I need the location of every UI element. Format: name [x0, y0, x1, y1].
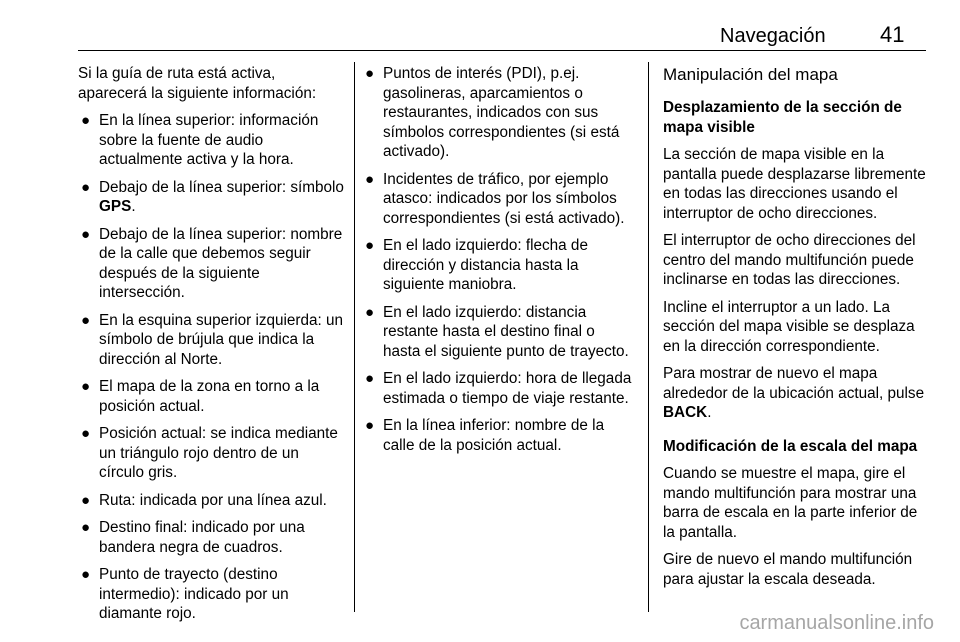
list-item-text: Debajo de la línea superior: nombre de la calle que debemos seguir después de la siguiente intersección. [99, 225, 343, 301]
header-title: Navegación [720, 25, 826, 47]
paragraph: Incline el interruptor a un lado. La sección del mapa visible se desplaza en la dirección correspondiente. [663, 298, 915, 355]
paragraph [663, 364, 928, 423]
header-rule [78, 50, 926, 51]
bullet-icon: ● [365, 170, 375, 188]
paragraph: Gire de nuevo el mando multifunción para ajustar la escala deseada. [663, 551, 913, 588]
column-2 [362, 64, 636, 463]
list-item-text: . [131, 198, 136, 215]
gps-label: GPS [99, 198, 132, 215]
list-item [362, 303, 636, 362]
intro-paragraph: Si la guía de ruta está activa, aparecerá la siguiente información: [78, 65, 317, 102]
subheading-scale: Modificación de la escala del mapa [663, 437, 918, 455]
list-item [78, 491, 348, 511]
bullet-icon: ● [81, 425, 91, 442]
list-item-text: En el lado izquierdo: hora de llegada estimada o tiempo de viaje restante. [383, 370, 632, 407]
list-item-text: En la línea inferior: nombre de la calle de la posición actual. [383, 417, 605, 454]
info-list [78, 111, 348, 624]
watermark: carmanualsonline.info [739, 612, 934, 634]
list-item-text: En la línea superior: información sobre la fuente de audio actualmente activa y la hora. [99, 112, 319, 168]
bullet-icon: ● [81, 178, 91, 196]
list-item-text: Incidentes de tráfico, por ejemplo atasco: indicados por los símbolos correspondientes (si está activado). [383, 170, 625, 227]
list-item [78, 565, 348, 624]
column-1 [78, 64, 348, 632]
paragraph: La sección de mapa visible en la pantalla puede desplazarse libremente en todas las direcciones usando el interruptor de ocho direcciones. [663, 146, 926, 222]
list-item [362, 369, 636, 408]
section-title: Manipulación del mapa [663, 65, 838, 84]
paragraph: El interruptor de ocho direcciones del centro del mando multifunción puede inclinarse en todas las direcciones. [663, 232, 916, 288]
list-item-text: Puntos de interés (PDI), p.ej. gasolineras, aparcamientos o restaurantes, indicados con sus símbolos correspondientes (si está activado). [383, 65, 620, 160]
list-item-text: En el lado izquierdo: flecha de dirección y distancia hasta la siguiente maniobra. [383, 237, 588, 293]
column-divider-1 [354, 62, 355, 612]
column-3 [663, 64, 928, 597]
page-number: 41 [880, 22, 905, 47]
list-item-text: El mapa de la zona en torno a la posición actual. [99, 378, 320, 415]
paragraph-text: . [707, 404, 712, 421]
paragraph: Cuando se muestre el mapa, gire el mando multifunción para mostrar una barra de escala en la parte inferior de la pantalla. [663, 465, 918, 541]
list-item-text: Punto de trayecto (destino intermedio): indicado por un diamante rojo. [99, 566, 289, 622]
bullet-icon: ● [81, 378, 91, 395]
bullet-icon: ● [81, 566, 91, 583]
list-item [78, 225, 348, 303]
list-item [78, 518, 348, 557]
subheading-scroll: Desplazamiento de la sección de mapa visible [663, 99, 902, 136]
list-item [362, 416, 636, 455]
list-item [362, 64, 636, 162]
bullet-icon: ● [81, 311, 91, 329]
bullet-icon: ● [81, 519, 91, 536]
list-item [78, 311, 348, 370]
list-item-text: En el lado izquierdo: distancia restante hasta el destino final o hasta el siguiente punto de trayecto. [383, 303, 629, 360]
bullet-icon: ● [365, 370, 375, 387]
bullet-icon: ● [81, 491, 91, 509]
bullet-icon: ● [365, 303, 375, 321]
list-item [78, 377, 348, 416]
list-item-text: Posición actual: se indica mediante un triángulo rojo dentro de un círculo gris. [99, 425, 338, 481]
list-item [78, 178, 348, 217]
bullet-icon: ● [365, 417, 375, 434]
list-item-text: Destino final: indicado por una bandera negra de cuadros. [99, 519, 305, 556]
bullet-icon: ● [81, 112, 91, 129]
bullet-icon: ● [365, 237, 375, 254]
list-item [362, 236, 636, 295]
bullet-icon: ● [81, 225, 91, 243]
info-list-continued [362, 64, 636, 455]
column-divider-2 [648, 62, 649, 612]
paragraph-text: Para mostrar de nuevo el mapa alrededor de la ubicación actual, pulse [663, 365, 925, 402]
list-item [78, 111, 348, 170]
list-item-text: En la esquina superior izquierda: un símbolo de brújula que indica la dirección al Norte. [99, 311, 344, 368]
back-label: BACK [663, 404, 708, 421]
list-item [362, 170, 636, 229]
list-item-text: Ruta: indicada por una línea azul. [99, 491, 327, 509]
list-item-text: Debajo de la línea superior: símbolo [99, 178, 344, 196]
bullet-icon: ● [365, 65, 375, 82]
list-item [78, 424, 348, 483]
